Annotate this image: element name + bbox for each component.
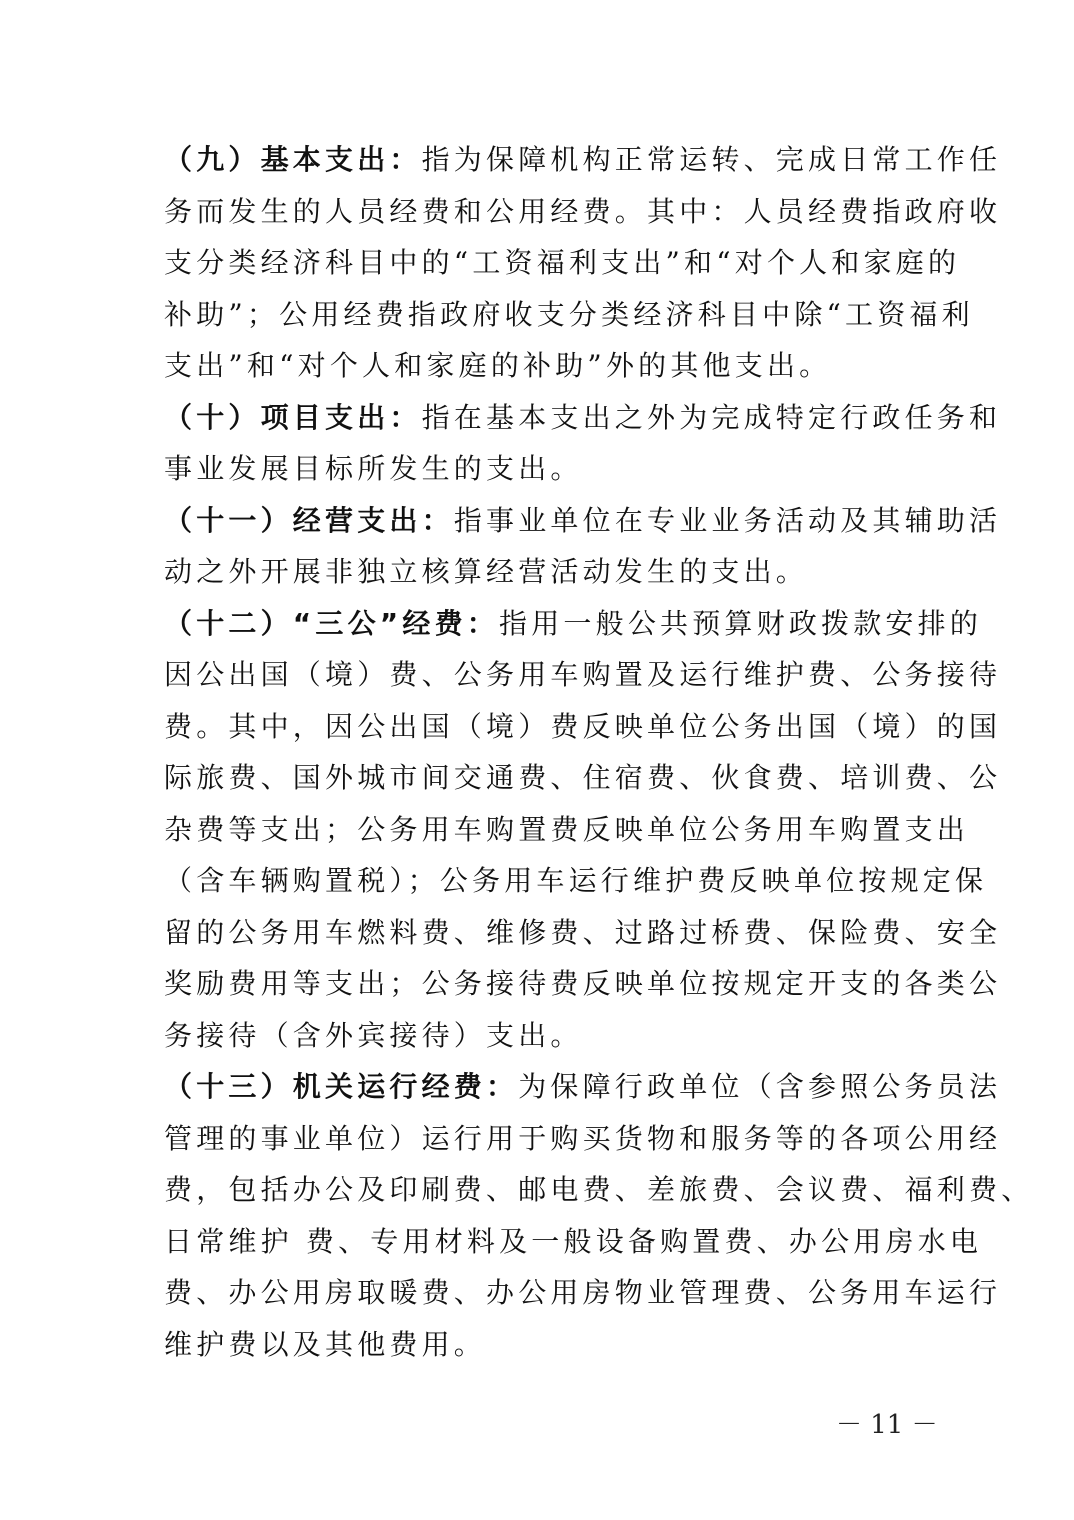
paragraph-12-line-4: 际旅费、国外城市间交通费、住宿费、伙食费、培训费、公 — [164, 761, 1002, 794]
paragraph-12-line-2: 因公出国（境）费、公务用车购置及运行维护费、公务接待 — [164, 658, 1002, 691]
paragraph-11-line-2: 动之外开展非独立核算经营活动发生的支出。 — [164, 555, 809, 588]
paragraph-12-line-9: 务接待（含外宾接待）支出。 — [164, 1018, 583, 1052]
paragraph-9-line-3: 支分类经济科目中的“工资福利支出”和“对个人和家庭的 — [164, 246, 961, 279]
paragraph-10-heading: （十）项目支出： — [164, 400, 422, 434]
paragraph-9-text: 指为保障机构正常运转、完成日常工作任 — [421, 143, 1002, 176]
paragraph-13-line-2: 管理的事业单位）运行用于购买货物和服务等的各项公用经 — [164, 1121, 1002, 1155]
paragraph-13-line-6: 维护费以及其他费用。 — [164, 1327, 487, 1361]
paragraph-11-line-1 — [164, 495, 1002, 547]
paragraph-13-line-3: 费，包括办公及印刷费、邮电费、差旅费、会议费、福利费、 — [164, 1173, 1034, 1206]
paragraph-11-text: 指事业单位在专业业务活动及其辅助活 — [453, 503, 1002, 537]
paragraph-12-text: 指用一般公共预算财政拨款安排的 — [499, 606, 983, 640]
paragraph-9-heading: （九）基本支出： — [164, 143, 422, 176]
paragraph-11-heading: （十一）经营支出： — [164, 503, 454, 537]
paragraph-10-line-1 — [164, 392, 1002, 444]
paragraph-12-line-5: 杂费等支出；公务用车购置费反映单位公务用车购置支出 — [164, 812, 970, 846]
paragraph-9-line-4: 补助”；公用经费指政府收支分类经济科目中除“工资福利 — [164, 297, 974, 331]
paragraph-13-line-4: 日常维护 费、专用材料及一般设备购置费、办公用房水电 — [164, 1224, 983, 1258]
paragraph-13-heading: （十三）机关运行经费： — [164, 1070, 519, 1103]
paragraph-12-line-7: 留的公务用车燃料费、维修费、过路过桥费、保险费、安全 — [164, 915, 1002, 949]
document-body — [164, 134, 1034, 1370]
paragraph-12-line-1 — [164, 598, 983, 650]
paragraph-12-line-8: 奖励费用等支出；公务接待费反映单位按规定开支的各类公 — [164, 967, 1002, 1000]
page-number: － 11 － — [836, 1410, 938, 1440]
paragraph-13-text: 为保障行政单位（含参照公务员法 — [518, 1070, 1002, 1103]
paragraph-10-line-2: 事业发展目标所发生的支出。 — [164, 452, 583, 485]
paragraph-9-line-1 — [164, 134, 1002, 186]
paragraph-9-line-2: 务而发生的人员经费和公用经费。其中：人员经费指政府收 — [164, 194, 1002, 228]
paragraph-12-line-3: 费。其中，因公出国（境）费反映单位公务出国（境）的国 — [164, 709, 1002, 743]
paragraph-12-line-6: （含车辆购置税）；公务用车运行维护费反映单位按规定保 — [164, 864, 988, 897]
paragraph-13-line-5: 费、办公用房取暖费、办公用房物业管理费、公务用车运行 — [164, 1276, 1002, 1309]
paragraph-9-line-5: 支出”和“对个人和家庭的补助”外的其他支出。 — [164, 349, 832, 382]
paragraph-12-heading: （十二）“三公”经费： — [164, 606, 500, 640]
paragraph-13-line-1 — [164, 1061, 1002, 1113]
paragraph-10-text: 指在基本支出之外为完成特定行政任务和 — [421, 400, 1002, 434]
